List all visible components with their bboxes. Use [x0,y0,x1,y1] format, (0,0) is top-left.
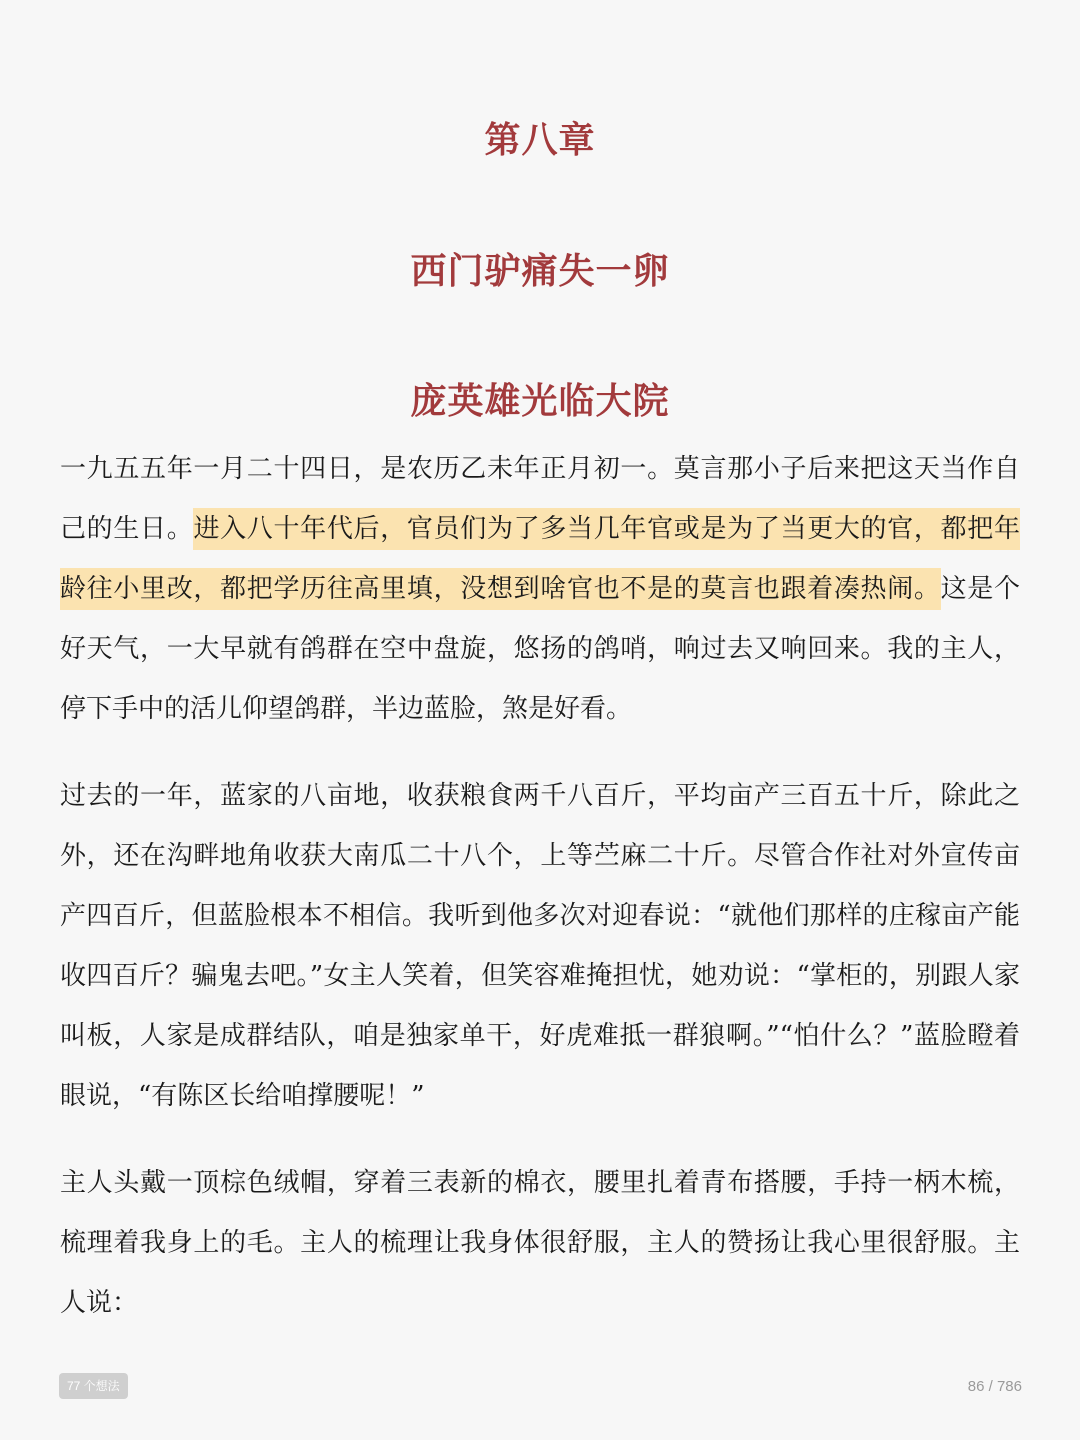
paragraph-2[interactable]: 过去的一年，蓝家的八亩地，收获粮食两千八百斤，平均亩产三百五十斤，除此之外，还在沟畔地角收获大南瓜二十八个，上等苎麻二十斤。尽管合作社对外宣传亩产四百斤，但蓝脸根本不相信。我听到他多次对迎春说：“就他们那样的庄稼亩产能收四百斤？骗鬼去吧。”女主人笑着，但笑容难掩担忧，她劝说：“掌柜的，别跟人家叫板，人家是成群结队，咱是独家单干，好虎难抵一群狼啊。”“怕什么？”蓝脸瞪着眼说，“有陈区长给咱撑腰呢！” [60,781,1020,1111]
highlighted-passage[interactable]: 进入八十年代后，官员们为了多当几年官或是为了当更大的官，都把年龄往小里改，都把学历往高里填，没想到啥官也不是的莫言也跟着凑热闹。 [60,508,1020,610]
paragraph-1-text-after: 这是个好天气，一大早就有鸽群在空中盘旋，悠扬的鸽哨，响过去又响回来。我的主人，停下手中的活儿仰望鸽群，半边蓝脸，煞是好看。 [60,574,1020,724]
page-indicator: 86 / 786 [967,1378,1022,1395]
chapter-title-line-2: 庞英雄光临大院 [410,380,670,422]
paragraph-1-text-before: 一九五五年一月二十四日，是农历乙未年正月初一。莫言那小子后来把这天当作自己的生日。 [60,454,1020,544]
chapter-title-line-1: 西门驴痛失一卵 [410,250,670,292]
thoughts-count-button[interactable]: 77 个想法 [59,1373,128,1399]
chapter-number: 第八章 [484,119,596,161]
paragraph-1[interactable] [60,439,1020,739]
paragraph-3[interactable]: 主人头戴一顶棕色绒帽，穿着三表新的棉衣，腰里扎着青布搭腰，手持一柄木梳，梳理着我身上的毛。主人的梳理让我身体很舒服，主人的赞扬让我心里很舒服。主人说： [60,1168,1020,1318]
